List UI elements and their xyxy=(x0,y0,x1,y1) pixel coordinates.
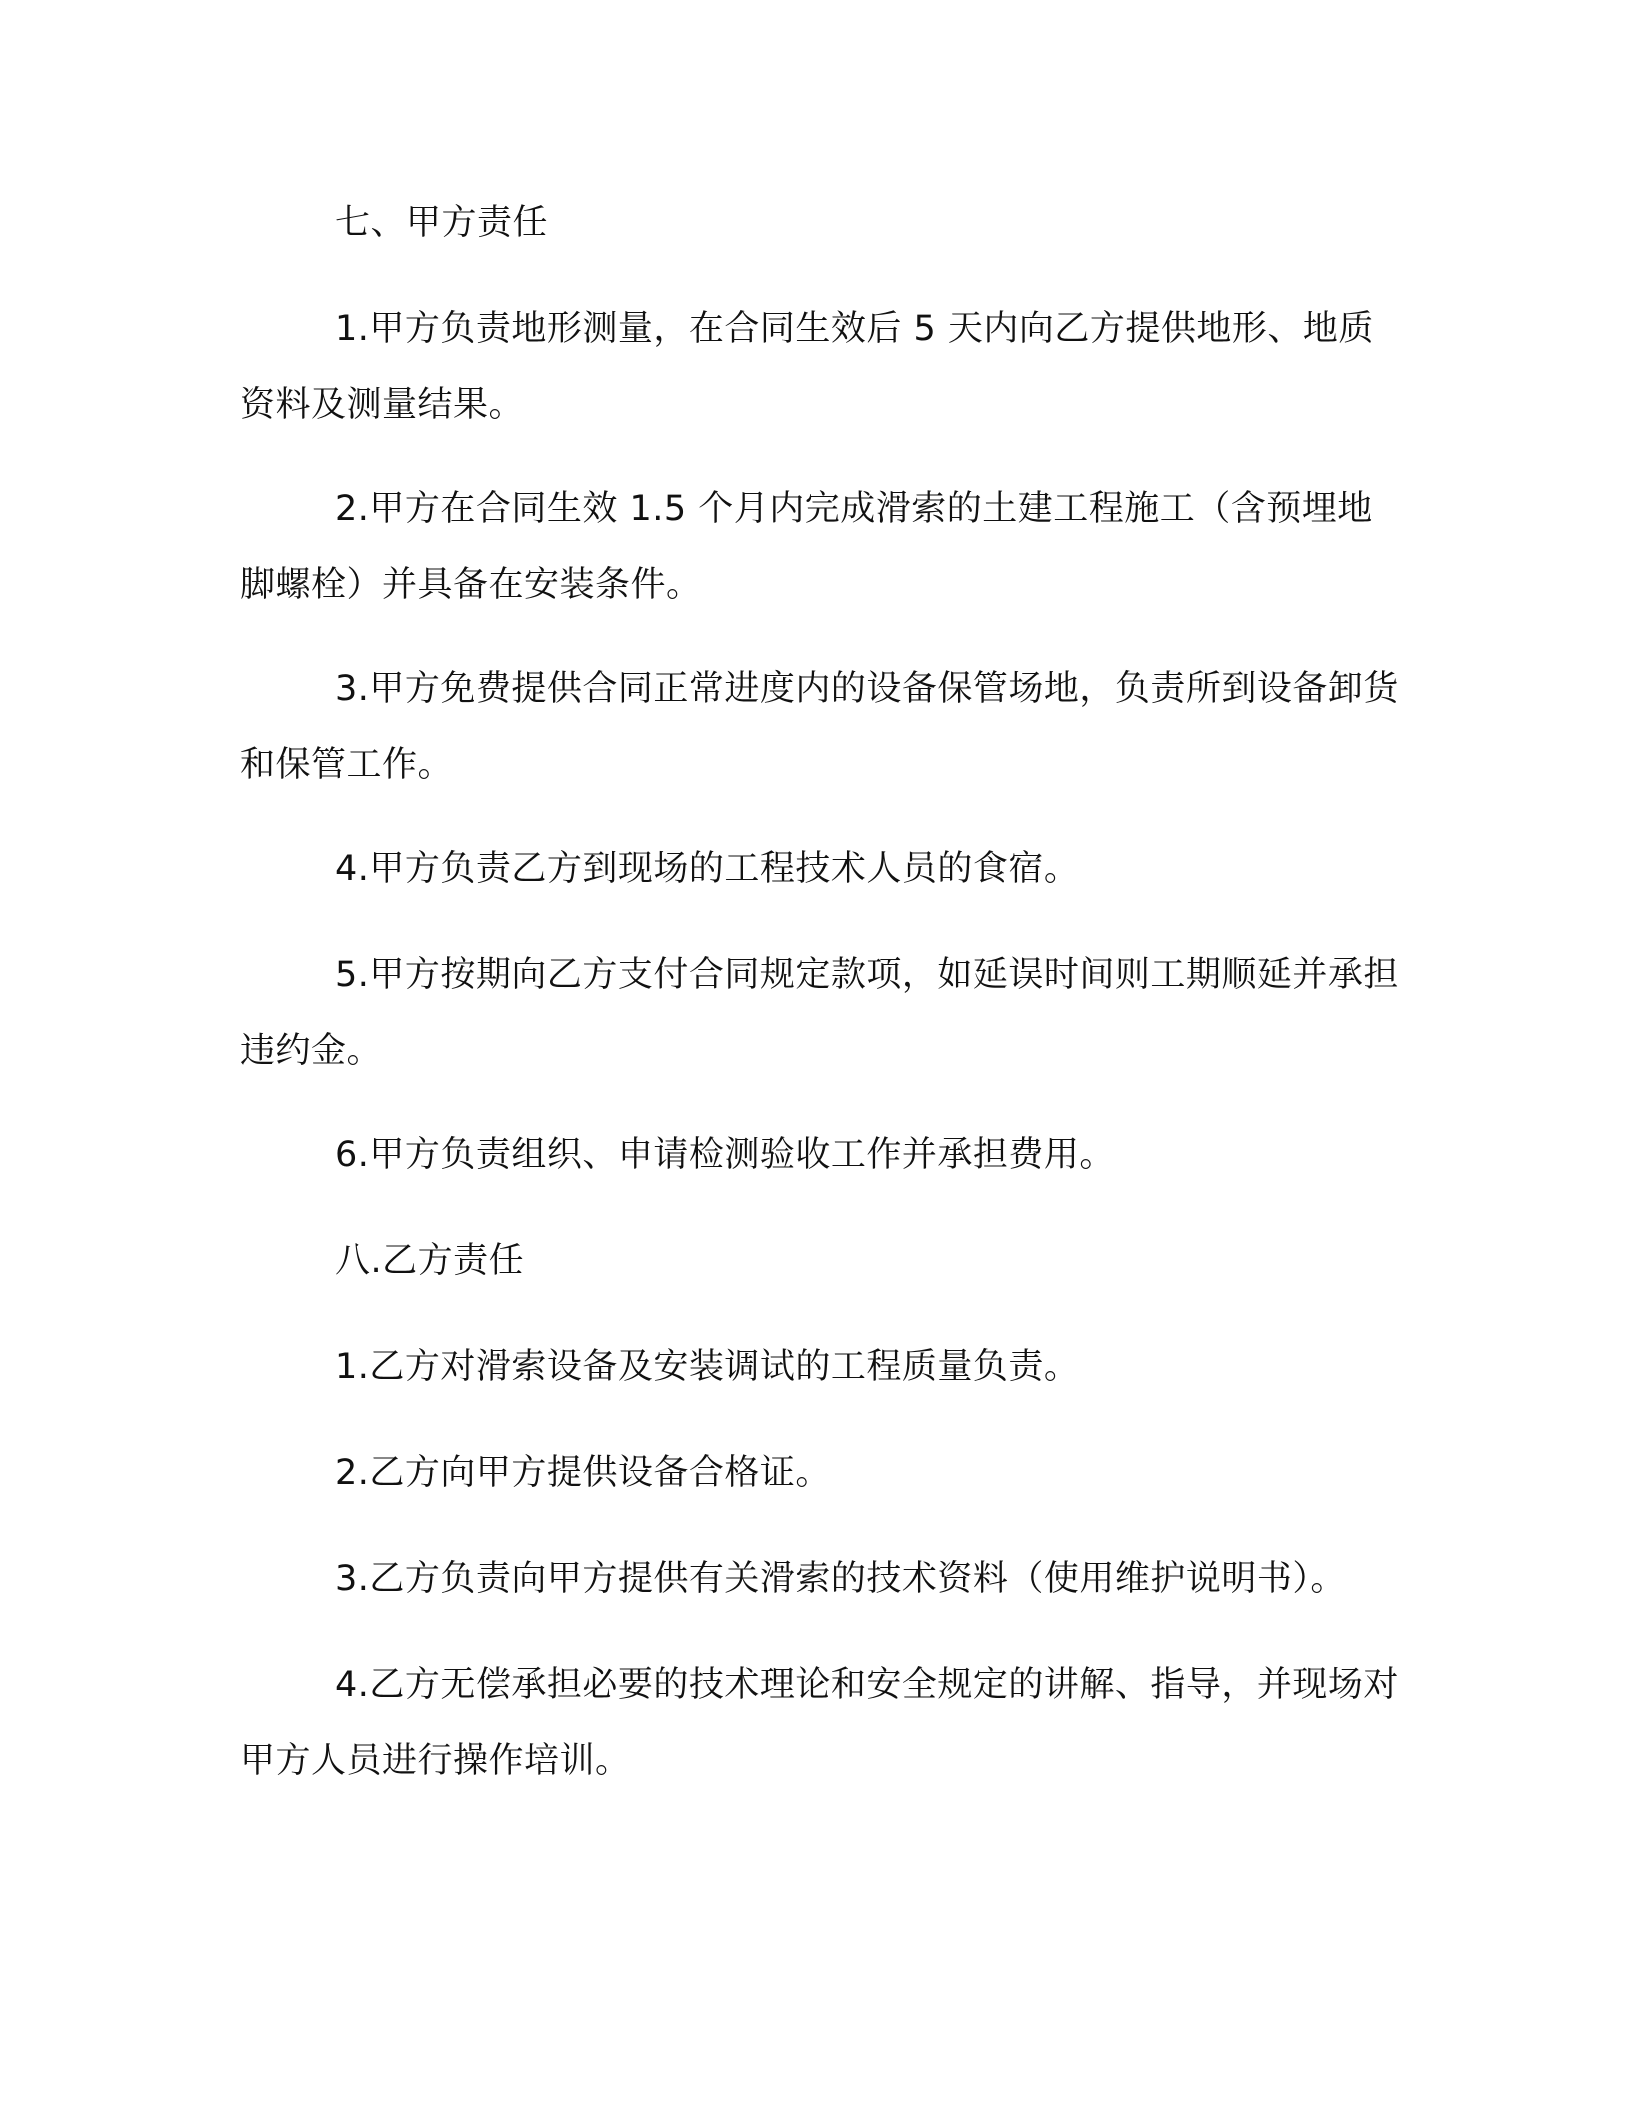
party-b-clause-3: 3.乙方负责向甲方提供有关滑索的技术资料（使用维护说明书）。 xyxy=(335,1559,1346,1599)
party-b-clause-2: 2.乙方向甲方提供设备合格证。 xyxy=(335,1453,831,1493)
party-a-clause-6: 6.甲方负责组织、申请检测验收工作并承担费用。 xyxy=(335,1135,1115,1175)
party-a-clause-4: 4.甲方负责乙方到现场的工程技术人员的食宿。 xyxy=(335,849,1080,889)
party-b-clause-1: 1.乙方对滑索设备及安装调试的工程质量负责。 xyxy=(335,1347,1080,1387)
party-a-clause-3: 3.甲方免费提供合同正常进度内的设备保管场地，负责所到设备卸货和保管工作。 xyxy=(240,669,1399,785)
document-body xyxy=(240,185,1400,1827)
party-a-clause-5: 5.甲方按期向乙方支付合同规定款项，如延误时间则工期顺延并承担违约金。 xyxy=(240,955,1399,1071)
section-heading-party-b-responsibilities: 八.乙方责任 xyxy=(335,1241,525,1281)
party-b-clause-4: 4.乙方无偿承担必要的技术理论和安全规定的讲解、指导，并现场对甲方人员进行操作培训。 xyxy=(240,1665,1399,1781)
party-a-clause-1: 1.甲方负责地形测量，在合同生效后 5 天内向乙方提供地形、地质资料及测量结果。 xyxy=(240,309,1374,425)
party-a-clause-2: 2.甲方在合同生效 1.5 个月内完成滑索的土建工程施工（含预埋地脚螺栓）并具备在安装条件。 xyxy=(240,489,1373,605)
section-heading-party-a-responsibilities: 七、甲方责任 xyxy=(335,203,549,243)
